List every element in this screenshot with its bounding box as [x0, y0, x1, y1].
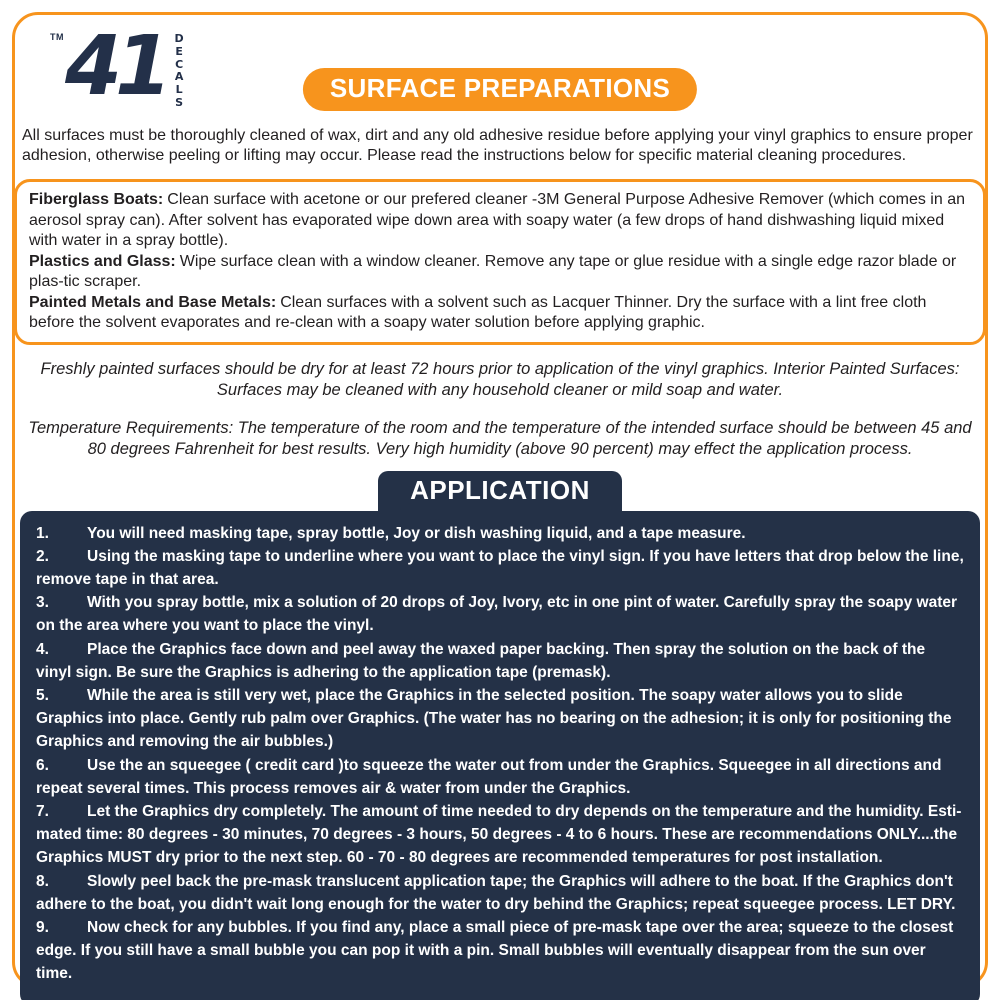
- note-painted-surfaces: Freshly painted surfaces should be dry for at least 72 hours prior to application of the vinyl graphics. Interior Painted Surfaces: Surfaces may be cleaned with any household cleaner or mild soap and water.: [40, 359, 960, 399]
- step-3: [36, 591, 964, 637]
- step-number: 2.: [36, 547, 49, 565]
- material-text: Wipe surface clean with a window cleaner. Remove any tape or glue residue with a single edge razor blade or plas-tic scraper.: [29, 252, 957, 290]
- surface-preparations-heading: SURFACE PREPARATIONS: [303, 68, 697, 111]
- step-8: [36, 870, 964, 916]
- step-number: 6.: [36, 756, 49, 774]
- step-1: [36, 522, 964, 545]
- step-text: With you spray bottle, mix a solution of 20 drops of Joy, Ivory, etc in one pint of water. Carefully spray the soapy water on the area where you want to place the vinyl.: [36, 594, 958, 635]
- step-number: 9.: [36, 918, 49, 936]
- step-number: 1.: [36, 524, 49, 542]
- step-5: [36, 684, 964, 754]
- material-text: Clean surface with acetone or our prefered cleaner -3M General Purpose Adhesive Remover (which comes in an aerosol spray can). After solvent has evaporated wipe down area with soapy water (a few drops of hand dishwashing liquid mixed with water in a spray bottle).: [29, 191, 965, 249]
- step-9: [36, 916, 964, 986]
- material-label: Fiberglass Boats:: [29, 191, 164, 208]
- material-paragraph-painted-metals: [29, 293, 971, 334]
- step-number: 7.: [36, 802, 49, 820]
- step-text: Slowly peel back the pre-mask translucent application tape; the Graphics will adhere to the boat. If the Graphics don't adhere to the boat, you didn't wait long enough for the water to dry behind the Graphics; repeat squeegee process. LET DRY.: [36, 872, 956, 913]
- logo-vertical-text: DECALS: [174, 32, 184, 109]
- step-text: Let the Graphics dry completely. The amount of time needed to dry depends on the temperature and the humidity. Esti-mated time: 80 degrees - 30 minutes, 70 degrees - 3 hours, 50 degrees - 4 to 6 hours. These are recommendations ONLY....the Graphics MUST dry prior to the next step. 60 - 70 - 80 degrees are recommended temperatures for post installation.: [36, 802, 962, 867]
- step-number: 4.: [36, 640, 49, 658]
- brand-logo: [50, 19, 185, 114]
- material-text: Clean surfaces with a solvent such as Lacquer Thinner. Dry the surface with a lint free cloth before the solvent evaporates and re-clean with a soapy water solution before applying graphic.: [29, 293, 927, 331]
- step-number: 8.: [36, 872, 49, 890]
- step-text: You will need masking tape, spray bottle, Joy or dish washing liquid, and a tape measure.: [87, 524, 746, 542]
- logo-number: 41: [65, 19, 166, 114]
- application-steps-box: [20, 511, 980, 1000]
- material-label: Painted Metals and Base Metals:: [29, 293, 277, 311]
- note-temperature-requirements: Temperature Requirements: The temperature of the room and the temperature of the intended surface should be between 45 and 80 degrees Fahrenheit for best results. Very high humidity (above 90 percent) may effect the application process.: [28, 418, 972, 458]
- step-number: 3.: [36, 594, 49, 612]
- trademark-icon: TM: [50, 32, 64, 42]
- step-text: While the area is still very wet, place the Graphics in the selected position. The soapy water allows you to slide Graphics into place. Gently rub palm over Graphics. (The water has no bearing on the adhesion; it is only for positioning the Graphics and removing the air bubbles.): [36, 686, 952, 751]
- step-text: Place the Graphics face down and peel away the waxed paper backing. Then spray the solution on the back of the vinyl sign. Be sure the Graphics is adhering to the application tape (premask).: [36, 640, 926, 681]
- intro-paragraph: All surfaces must be thoroughly cleaned of wax, dirt and any old adhesive residue before applying your vinyl graphics to ensure proper adhesion, otherwise peeling or lifting may occur. Please read the instructions below for specific material cleaning procedures.: [22, 127, 973, 164]
- application-heading: APPLICATION: [378, 471, 622, 512]
- step-7: [36, 800, 964, 870]
- step-text: Using the masking tape to underline where you want to place the vinyl sign. If you have letters that drop below the line, remove tape in that area.: [36, 547, 964, 588]
- header: [0, 0, 1000, 124]
- material-paragraph-plastics: [29, 252, 971, 293]
- step-6: [36, 754, 964, 800]
- material-label: Plastics and Glass:: [29, 252, 176, 270]
- material-paragraph-fiberglass: [29, 190, 971, 252]
- step-text: Now check for any bubbles. If you find any, place a small piece of pre-mask tape over the area; squeeze to the closest edge. If you still have a small bubble you can pop it with a pin. Small bubbles will eventually disappear from the sun over time.: [36, 918, 954, 983]
- step-number: 5.: [36, 686, 49, 704]
- step-4: [36, 638, 964, 684]
- step-2: [36, 545, 964, 591]
- cleaning-instructions-box: [14, 179, 986, 345]
- step-text: Use the an squeegee ( credit card )to squeeze the water out from under the Graphics. Squeegee in all directions and repeat several times. This process removes air & water from under the Graphics.: [36, 756, 942, 797]
